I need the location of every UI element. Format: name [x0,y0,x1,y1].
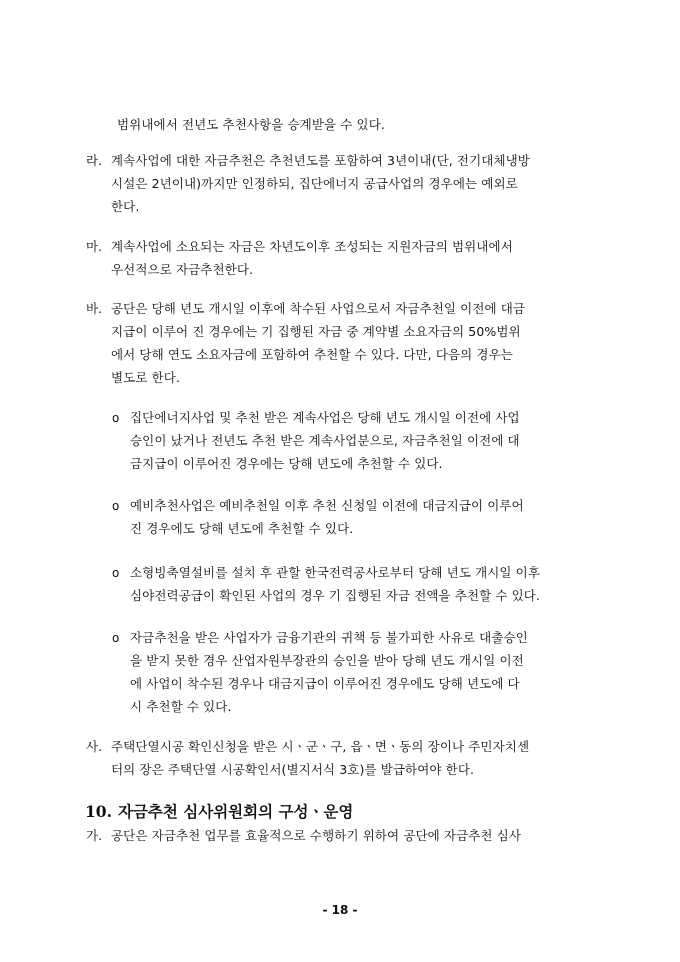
text-line: 우선적으로 자금추천한다. [111,262,254,277]
text-line: 공단은 당해 년도 개시일 이후에 착수된 사업으로서 자금추천일 이전에 대금 [111,301,526,316]
item-marker-ra: 라. [86,153,103,168]
text-line: 시 추천할 수 있다. [130,699,232,714]
text-line: 에서 당해 연도 소요자금에 포함하여 추천할 수 있다. 다만, 다음의 경우는 [111,347,513,362]
item-marker-sa: 사. [86,739,103,754]
text-line: 심야전력공급이 확인된 사업의 경우 기 집행된 자금 전액을 추천할 수 있다. [130,588,541,603]
text-line: 집단에너지사업 및 추천 받은 계속사업은 당해 년도 개시일 이전에 사업 [130,410,520,425]
section-heading [85,802,353,822]
text-line: 을 받지 못한 경우 산업자원부장관의 승인을 받아 당해 년도 개시일 이전 [130,653,524,668]
item-marker-ga: 가. [86,828,103,843]
item-marker-ba: 바. [86,301,103,316]
page-number: - 18 - [322,903,358,917]
text-line: 자금추천을 받은 사업자가 금융기관의 귀책 등 불가피한 사유로 대출승인 [130,630,528,645]
text-line: 한다. [111,199,140,214]
section-number: 10. [85,802,112,821]
text-line: 예비추천사업은 예비추천일 이후 추천 신청일 이전에 대금지급이 이루어 [130,498,524,513]
text-line: 지급이 이루어 진 경우에는 기 집행된 자금 중 계약별 소요자금의 50%범위 [111,324,521,339]
text-line: 주택단열시공 확인신청을 받은 시ㆍ군ㆍ구, 읍ㆍ면ㆍ동의 장이나 주민자치센 [111,739,530,754]
text-line: 계속사업에 대한 자금추천은 추천년도를 포함하여 3년이내(단, 전기대체냉방 [111,153,530,168]
item-marker-ma: 마. [86,239,103,254]
text-line: 진 경우에도 당해 년도에 추천할 수 있다. [130,521,354,536]
text-line: 공단은 자금추천 업무를 효율적으로 수행하기 위하여 공단에 자금추천 심사 [111,828,522,843]
text-line: 금지급이 이루어진 경우에는 당해 년도에 추천할 수 있다. [130,456,443,471]
text-line: 계속사업에 소요되는 자금은 차년도이후 조성되는 지원자금의 범위내에서 [111,239,513,254]
bullet-circle-icon: o [112,499,120,513]
text-line: 소형빙축열설비를 설치 후 관할 한국전력공사로부터 당해 년도 개시일 이후 [130,565,541,580]
text-line: 터의 장은 주택단열 시공확인서(별지서식 3호)를 발급하여야 한다. [111,762,475,777]
text-line: 승인이 났거나 전년도 추천 받은 계속사업분으로, 자금추천일 이전에 대 [130,433,520,448]
text-line: 범위내에서 전년도 추천사항을 승계받을 수 있다. [117,117,385,132]
bullet-circle-icon: o [112,411,120,425]
text-line: 별도로 한다. [111,370,181,385]
bullet-circle-icon: o [112,631,120,645]
section-title: 자금추천 심사위원회의 구성ㆍ운영 [117,802,354,821]
text-line: 시설은 2년이내)까지만 인정하되, 집단에너지 공급사업의 경우에는 예외로 [111,176,518,191]
bullet-circle-icon: o [112,566,120,580]
text-line: 에 사업이 착수된 경우나 대금지급이 이루어진 경우에도 당해 년도에 다 [130,676,520,691]
